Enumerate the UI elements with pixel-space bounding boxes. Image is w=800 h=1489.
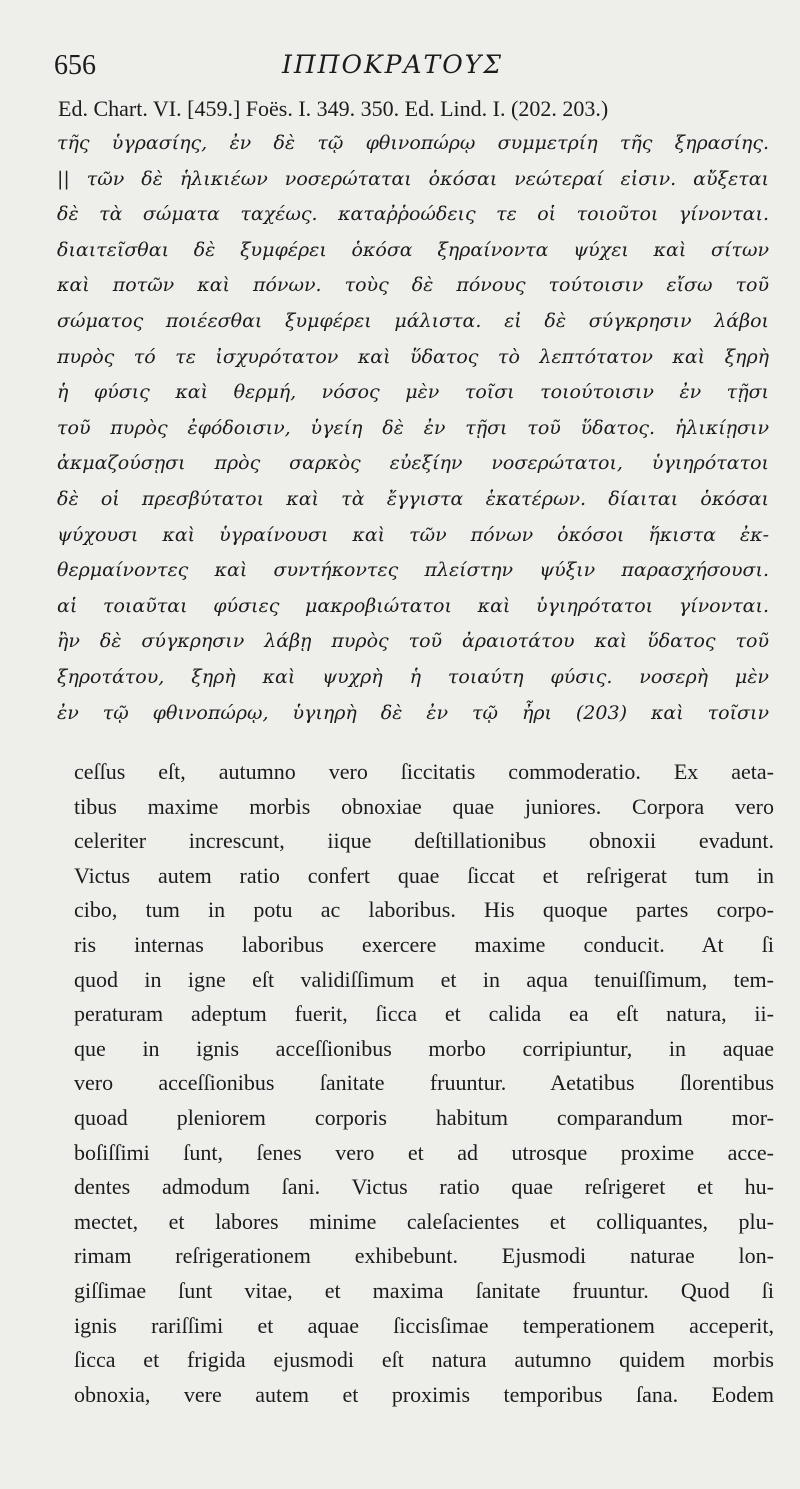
- greek-line: θερμαίνοντες καὶ συντήκοντες πλείστην ψύξιν παρασχήσουσι.: [57, 559, 769, 582]
- latin-line: giſſimae ſunt vitae, et maxima ſanitate fruuntur. Quod ſi: [74, 1277, 774, 1303]
- latin-line: cibo, tum in potu ac laboribus. His quoque partes corpo-: [74, 897, 774, 923]
- latin-line: boſiſſimi ſunt, ſenes vero et ad utrosque proxime acce-: [74, 1139, 774, 1165]
- latin-line: Victus autem ratio confert quae ſiccat et reſrigerat tum in: [74, 862, 774, 888]
- greek-line: πυρὸς τό τε ἰσχυρότατον καὶ ὕδατος τὸ λεπτότατον καὶ ξηρὴ: [57, 345, 769, 368]
- latin-line: obnoxia, vere autem et proximis temporibus ſana. Eodem: [74, 1381, 774, 1407]
- running-title: ΙΠΠΟΚΡΑΤΟΥΣ: [282, 50, 503, 79]
- greek-line: σώματος ποιέεσθαι ξυμφέρει μάλιστα. εἰ δὲ σύγκρησιν λάβοι: [57, 309, 769, 332]
- greek-line: ἐν τῷ φθινοπώρῳ, ὑγιηρὴ δὲ ἐν τῷ ἦρι (203) καὶ τοῖσιν: [57, 701, 769, 724]
- latin-line: rimam reſrigerationem exhibebunt. Ejusmodi naturae lon-: [74, 1243, 774, 1269]
- greek-line: ἀκμαζούσῃσι πρὸς σαρκὸς εὐεξίην νοσερώτατοι, ὑγιηρότατοι: [57, 452, 769, 475]
- greek-line: καὶ ποτῶν καὶ πόνων. τοὺς δὲ πόνους τούτοισιν εἴσω τοῦ: [57, 274, 769, 297]
- latin-line: dentes admodum ſani. Victus ratio quae reſrigeret et hu-: [74, 1174, 774, 1200]
- latin-line: que in ignis acceſſionibus morbo corripiuntur, in aquae: [74, 1035, 774, 1061]
- greek-line: ψύχουσι καὶ ὑγραίνουσι καὶ τῶν πόνων ὁκόσοι ἥκιστα ἐκ-: [57, 523, 769, 546]
- edition-reference: Ed. Chart. VI. [459.] Foës. I. 349. 350. Ed. Lind. I. (202. 203.): [58, 96, 609, 121]
- page-number: 656: [54, 50, 96, 81]
- greek-text-block: [57, 126, 769, 731]
- greek-line: διαιτεῖσθαι δὲ ξυμφέρει ὁκόσα ξηραίνοντα ψύχει καὶ σίτων: [57, 238, 769, 261]
- latin-line: celeriter increscunt, iique deſtillationibus obnoxii evadunt.: [74, 828, 774, 854]
- greek-line: || τῶν δὲ ἡλικιέων νοσερώταται ὁκόσαι νεώτεραί εἰσιν. αὔξεται: [57, 167, 769, 190]
- latin-line: ſicca et frigida ejusmodi eſt natura autumno quidem morbis: [74, 1347, 774, 1373]
- latin-line: mectet, et labores minime caleſacientes et colliquantes, plu-: [74, 1208, 774, 1234]
- latin-line: quod in igne eſt validiſſimum et in aqua tenuiſſimum, tem-: [74, 966, 774, 992]
- greek-line: ἢν δὲ σύγκρησιν λάβῃ πυρὸς τοῦ ἀραιοτάτου καὶ ὕδατος τοῦ: [57, 630, 769, 653]
- latin-line: peraturam adeptum fuerit, ſicca et calida ea eſt natura, ii-: [74, 1001, 774, 1027]
- latin-line: ceſſus eſt, autumno vero ſiccitatis commoderatio. Ex aeta-: [74, 759, 774, 784]
- latin-text-block: [74, 755, 774, 1412]
- greek-line: ξηροτάτου, ξηρὴ καὶ ψυχρὴ ἡ τοιαύτη φύσις. νοσερὴ μὲν: [57, 665, 769, 688]
- latin-line: quoad pleniorem corporis habitum comparandum mor-: [74, 1104, 774, 1130]
- latin-line: ris internas laboribus exercere maxime conducit. At ſi: [74, 931, 774, 957]
- greek-line: τῆς ὑγρασίης, ἐν δὲ τῷ φθινοπώρῳ συμμετρίη τῆς ξηρασίης.: [57, 132, 769, 154]
- greek-line: ἡ φύσις καὶ θερμή, νόσος μὲν τοῖσι τοιούτοισιν ἐν τῇσι: [57, 381, 769, 404]
- latin-line: ignis rariſſimi et aquae ſiccisſimae temperationem acceperit,: [74, 1312, 774, 1338]
- latin-line: tibus maxime morbis obnoxiae quae juniores. Corpora vero: [74, 793, 774, 819]
- greek-line: τοῦ πυρὸς ἐφόδοισιν, ὑγείη δὲ ἐν τῇσι τοῦ ὕδατος. ἡλικίῃσιν: [57, 416, 769, 439]
- greek-line: αἱ τοιαῦται φύσιες μακροβιώτατοι καὶ ὑγιηρότατοι γίνονται.: [57, 594, 769, 617]
- latin-line: vero acceſſionibus ſanitate fruuntur. Aetatibus ſlorentibus: [74, 1070, 774, 1096]
- greek-line: δὲ οἱ πρεσβύτατοι καὶ τὰ ἔγγιστα ἑκατέρων. δίαιται ὁκόσαι: [57, 487, 769, 510]
- greek-line: δὲ τὰ σώματα ταχέως. καταῤῥοώδεις τε οἱ τοιοῦτοι γίνονται.: [57, 203, 769, 226]
